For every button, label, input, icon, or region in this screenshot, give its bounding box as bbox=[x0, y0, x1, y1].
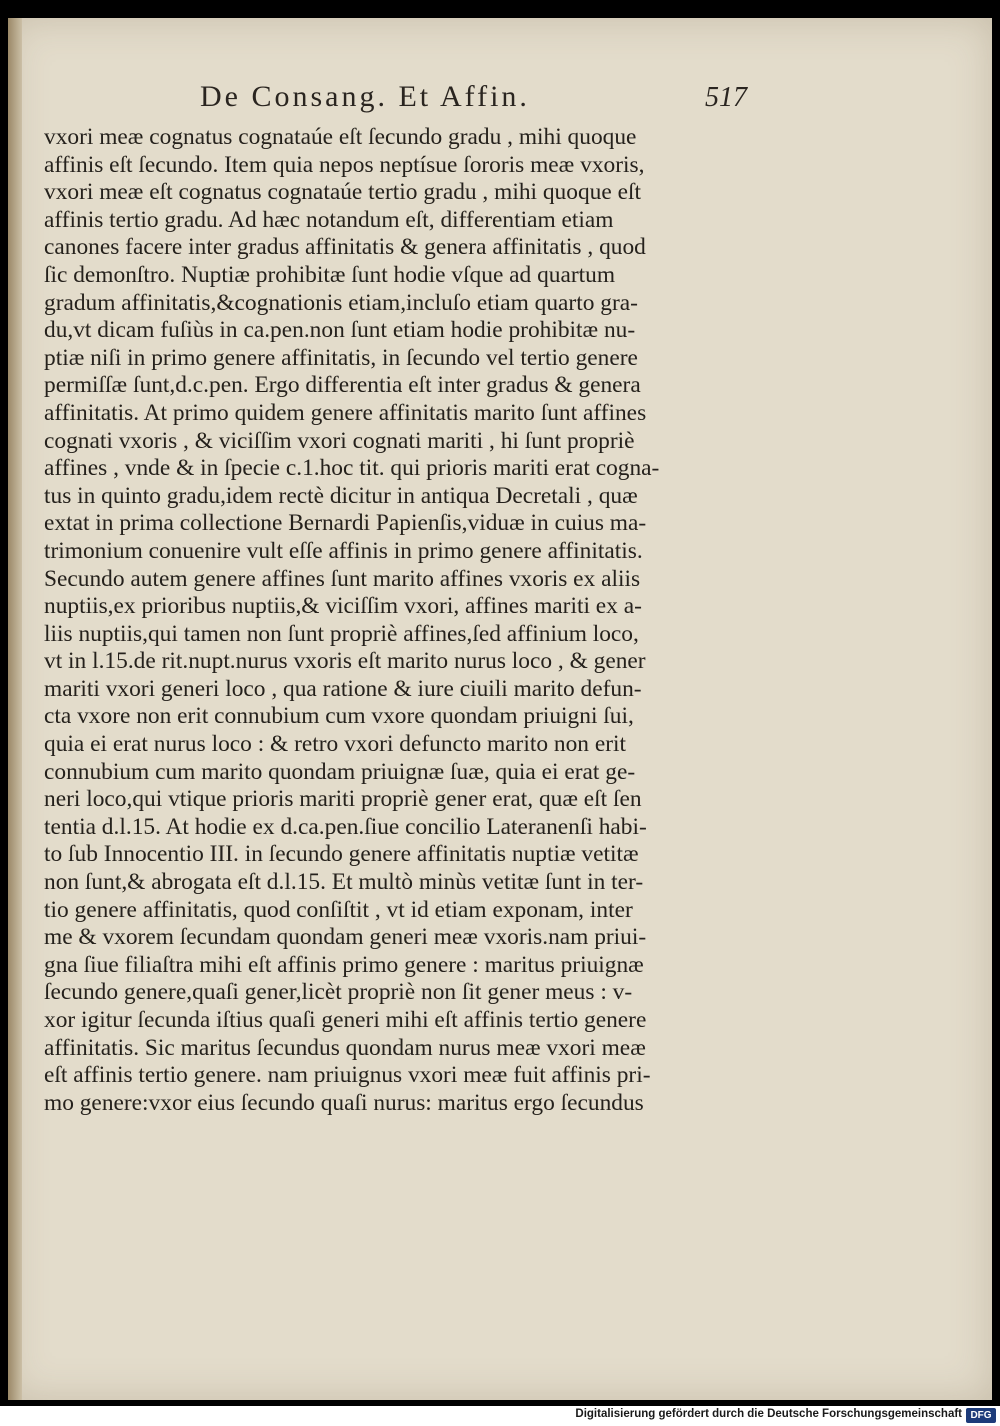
text-line: eſt affinis tertio genere. nam priuignus vxori meæ fuit affinis pri- bbox=[44, 1062, 651, 1089]
text-line: vxori meæ cognatus cognataúe eſt ſecundo gradu , mihi quoque bbox=[44, 124, 637, 150]
text-line: tus in quinto gradu,idem rectè dicitur in antiqua Decretali , quæ bbox=[44, 482, 638, 509]
text-line: vxori meæ eſt cognatus cognataúe tertio gradu , mihi quoque eſt bbox=[44, 179, 641, 206]
text-line: affinis eſt ſecundo. Item quia nepos neptísue ſororis meæ vxoris, bbox=[44, 151, 645, 178]
text-line: nuptiis,ex prioribus nuptiis,& viciſſim vxori, affines mariti ex a- bbox=[44, 593, 642, 620]
text-line: du,vt dicam fuſiùs in ca.pen.non ſunt etiam hodie prohibitæ nu- bbox=[44, 317, 636, 344]
text-line: ſecundo genere,quaſi gener,licèt propriè non ſit gener meus : v- bbox=[44, 979, 633, 1006]
text-line: tio genere affinitatis, quod conſiſtit , vt id etiam exponam, inter bbox=[44, 896, 633, 923]
text-line: cta vxore non erit connubium cum vxore quondam priuigni ſui, bbox=[44, 703, 634, 730]
text-line: tentia d.l.15. At hodie ex d.ca.pen.ſiue concilio Lateranenſi habi- bbox=[44, 813, 647, 840]
text-line: connubium cum marito quondam priuignæ ſuæ, quia ei erat ge- bbox=[44, 758, 636, 785]
text-line: affinis tertio gradu. Ad hæc notandum eſt, differentiam etiam bbox=[44, 206, 614, 233]
text-line: trimonium conuenire vult eſſe affinis in primo genere affinitatis. bbox=[44, 537, 643, 564]
body-text bbox=[44, 124, 744, 1117]
text-line: ptiæ niſi in primo genere affinitatis, in ſecundo vel tertio genere bbox=[44, 344, 638, 371]
text-line: vt in l.15.de rit.nupt.nurus vxoris eſt marito nurus loco , & gener bbox=[44, 648, 646, 675]
text-line: non ſunt,& abrogata eſt d.l.15. Et multò minùs vetitæ ſunt in ter- bbox=[44, 869, 644, 896]
text-line: quia ei erat nurus loco : & retro vxori defuncto marito non erit bbox=[44, 731, 626, 758]
text-line: to ſub Innocentio III. in ſecundo genere affinitatis nuptiæ vetitæ bbox=[44, 841, 639, 868]
text-line: canones facere inter gradus affinitatis & genera affinitatis , quod bbox=[44, 234, 646, 261]
text-line: cognati vxoris , & viciſſim vxori cognati mariti , hi ſunt propriè bbox=[44, 427, 635, 454]
running-head: De Consang. Et Affin. bbox=[200, 80, 530, 113]
text-line: ſic demonſtro. Nuptiæ prohibitæ ſunt hodie vſque ad quartum bbox=[44, 261, 616, 288]
text-line: affinitatis. Sic maritus ſecundus quondam nurus meæ vxori meæ bbox=[44, 1034, 646, 1061]
text-line: affinitatis. At primo quidem genere affinitatis marito ſunt affines bbox=[44, 399, 647, 426]
text-line: me & vxorem ſecundam quondam generi meæ vxoris.nam priui- bbox=[44, 924, 647, 951]
text-line: permiſſæ ſunt,d.c.pen. Ergo differentia eſt inter gradus & genera bbox=[44, 372, 641, 399]
text-line: mariti vxori generi loco , qua ratione & iure ciuili marito defun- bbox=[44, 675, 642, 702]
text-line: neri loco,qui vtique prioris mariti propriè gener erat, quæ eſt ſen bbox=[44, 786, 642, 813]
text-line: mo genere:vxor eius ſecundo quaſi nurus: maritus ergo ſecundus bbox=[44, 1089, 644, 1116]
page-number: 517 bbox=[705, 82, 747, 113]
dfg-logo-icon[interactable]: DFG bbox=[966, 1408, 996, 1423]
text-line: xor igitur ſecunda iſtius quaſi generi mihi eſt affinis tertio genere bbox=[44, 1007, 647, 1033]
text-line: gna ſiue filiaſtra mihi eſt affinis primo genere : maritus priuignæ bbox=[44, 951, 644, 978]
text-line: gradum affinitatis,&cognationis etiam,incluſo etiam quarto gra- bbox=[44, 289, 638, 316]
text-line: Secundo autem genere affines ſunt marito affines vxoris ex aliis bbox=[44, 565, 641, 592]
text-line: extat in prima collectione Bernardi Papienſis,viduæ in cuius ma- bbox=[44, 510, 647, 537]
text-line: affines , vnde & in ſpecie c.1.hoc tit. qui prioris mariti erat cogna- bbox=[44, 455, 660, 482]
funding-credit: Digitalisierung gefördert durch die Deutsche Forschungsgemeinschaft bbox=[575, 1408, 962, 1420]
footer-bar bbox=[0, 1406, 1000, 1426]
text-line: liis nuptiis,qui tamen non ſunt propriè affines,ſed affinium loco, bbox=[44, 620, 639, 647]
page-binding-edge bbox=[8, 18, 22, 1400]
